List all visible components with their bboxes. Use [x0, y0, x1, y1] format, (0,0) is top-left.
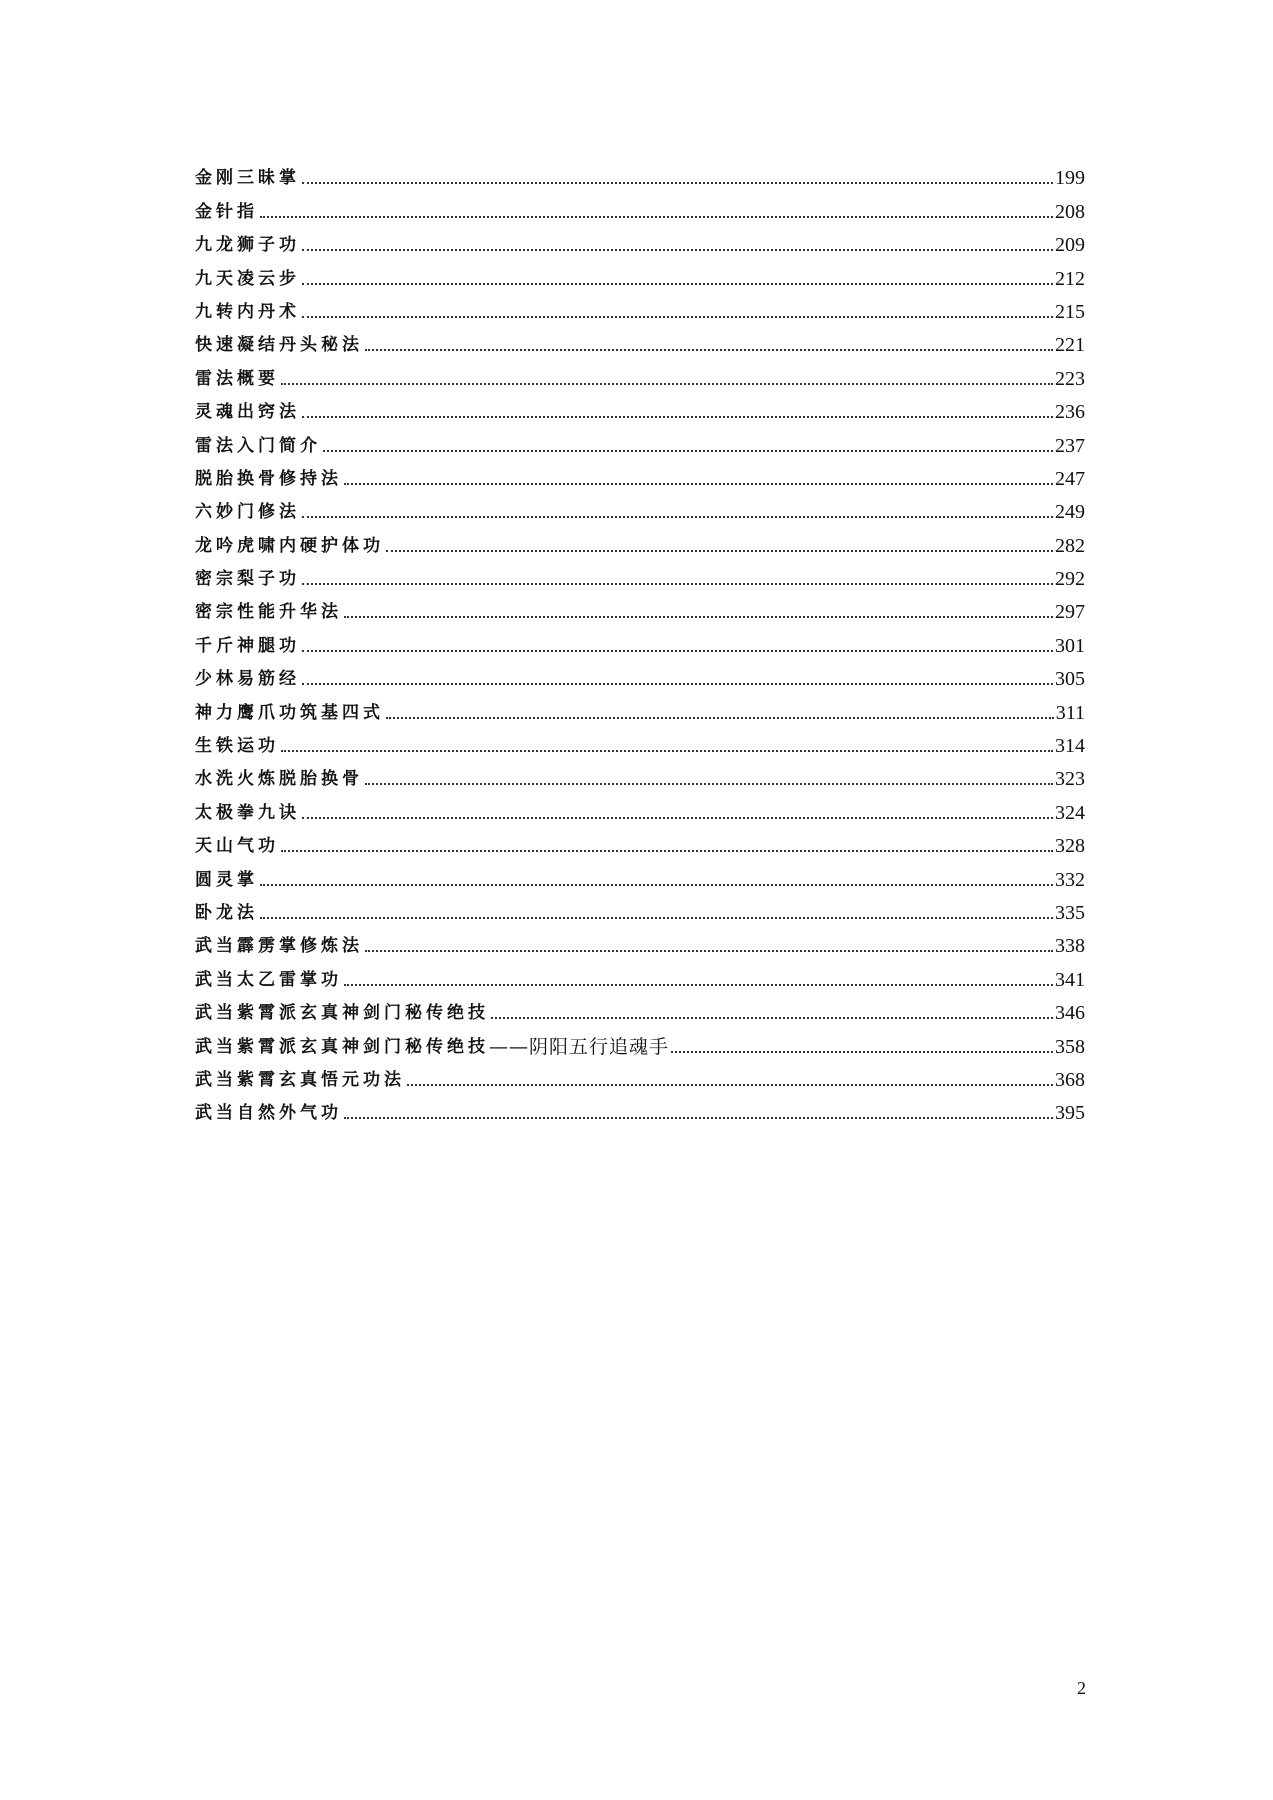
toc-entry[interactable]: [195, 256, 1085, 289]
toc-entry-page-number: 323: [1055, 768, 1085, 791]
toc-entry-title: 金刚三昧掌: [195, 168, 300, 189]
toc-entry-page-number: 338: [1055, 935, 1085, 958]
dot-leader: [386, 550, 1053, 552]
dot-leader: [671, 1051, 1053, 1053]
toc-entry[interactable]: [195, 657, 1085, 690]
toc-entry-title: 武当紫霄派玄真神剑门秘传绝技: [195, 1003, 489, 1024]
toc-entry-title: 武当自然外气功: [195, 1103, 342, 1124]
dot-leader: [281, 750, 1053, 752]
dot-leader: [281, 850, 1053, 852]
dot-leader: [344, 616, 1053, 618]
dot-leader: [302, 817, 1053, 819]
toc-entry[interactable]: [195, 1058, 1085, 1091]
toc-entry-title: 九天凌云步: [195, 268, 300, 289]
toc-entry-page-number: 212: [1055, 267, 1085, 290]
toc-entry[interactable]: [195, 290, 1085, 323]
toc-entry-page-number: 237: [1055, 434, 1085, 457]
dot-leader: [260, 917, 1053, 919]
toc-entry[interactable]: [195, 457, 1085, 490]
dot-leader: [260, 216, 1053, 218]
toc-entry-title: 灵魂出窍法: [195, 402, 300, 423]
toc-entry[interactable]: [195, 189, 1085, 222]
dot-leader: [344, 984, 1053, 986]
toc-entry[interactable]: [195, 824, 1085, 857]
toc-entry-title: 九龙狮子功: [195, 235, 300, 256]
toc-entry-title: 九转内丹术: [195, 301, 300, 322]
toc-entry-title: 密宗梨子功: [195, 569, 300, 590]
toc-entry-title: 千斤神腿功: [195, 635, 300, 656]
dot-leader: [302, 249, 1053, 251]
toc-entry-title: 天山气功: [195, 836, 279, 857]
toc-entry[interactable]: [195, 991, 1085, 1024]
toc-entry[interactable]: [195, 1091, 1085, 1124]
toc-entry-page-number: 328: [1055, 835, 1085, 858]
dot-leader: [302, 182, 1053, 184]
toc-entry-title: 水洗火炼脱胎换骨: [195, 769, 363, 790]
toc-entry[interactable]: [195, 891, 1085, 924]
dot-leader: [302, 316, 1053, 318]
dot-leader: [365, 783, 1053, 785]
dot-leader: [365, 349, 1053, 351]
dot-leader: [281, 383, 1053, 385]
toc-entry-page-number: 301: [1055, 634, 1085, 657]
toc-entry[interactable]: [195, 523, 1085, 556]
dot-leader: [302, 283, 1053, 285]
toc-entry[interactable]: [195, 323, 1085, 356]
toc-entry[interactable]: [195, 623, 1085, 656]
toc-entry-title: 武当霹雳掌修炼法: [195, 936, 363, 957]
toc-entry-page-number: 346: [1055, 1002, 1085, 1025]
toc-entry-title: 太极拳九诀: [195, 802, 300, 823]
dot-leader: [323, 450, 1053, 452]
dot-leader: [386, 717, 1054, 719]
page-number: 2: [1077, 1678, 1086, 1698]
toc-entry[interactable]: [195, 1024, 1085, 1057]
toc-entry-page-number: 311: [1055, 701, 1085, 724]
toc-entry-page-number: 297: [1055, 601, 1085, 624]
toc-entry[interactable]: [195, 557, 1085, 590]
toc-entry-title: 六妙门修法: [195, 502, 300, 523]
toc-entry-page-number: 215: [1055, 300, 1085, 323]
dot-leader: [302, 416, 1053, 418]
toc-entry-page-number: 249: [1055, 501, 1085, 524]
toc-entry[interactable]: [195, 356, 1085, 389]
dot-leader: [491, 1017, 1053, 1019]
dot-leader: [302, 583, 1053, 585]
dot-leader: [260, 884, 1053, 886]
toc-entry-page-number: 282: [1055, 534, 1085, 557]
toc-entry-page-number: 335: [1055, 901, 1085, 924]
toc-entry-title: 武当紫霄派玄真神剑门秘传绝技: [195, 1036, 489, 1057]
toc-entry-page-number: 314: [1055, 735, 1085, 758]
toc-entry-page-number: 292: [1055, 568, 1085, 591]
dot-leader: [344, 1117, 1053, 1119]
toc-entry[interactable]: [195, 390, 1085, 423]
dot-leader: [365, 950, 1053, 952]
toc-entry-page-number: 223: [1055, 367, 1085, 390]
dot-leader: [302, 516, 1053, 518]
toc-entry-page-number: 395: [1055, 1102, 1085, 1125]
toc-entry-title: 神力鹰爪功筑基四式: [195, 702, 384, 723]
toc-entry-page-number: 324: [1055, 801, 1085, 824]
toc-entry-page-number: 368: [1055, 1068, 1085, 1091]
dot-leader: [407, 1084, 1053, 1086]
toc-entry-page-number: 358: [1055, 1035, 1085, 1058]
toc-entry[interactable]: [195, 423, 1085, 456]
dot-leader: [302, 683, 1053, 685]
toc-entry-title: 快速凝结丹头秘法: [195, 335, 363, 356]
toc-entry[interactable]: [195, 857, 1085, 890]
toc-entry[interactable]: [195, 724, 1085, 757]
toc-entry[interactable]: [195, 590, 1085, 623]
toc-entry-page-number: 341: [1055, 968, 1085, 991]
toc-entry-subtitle: ——阴阳五行追魂手: [489, 1035, 670, 1058]
toc-entry-title: 生铁运功: [195, 736, 279, 757]
toc-entry-page-number: 209: [1055, 234, 1085, 257]
toc-entry-title: 武当太乙雷掌功: [195, 969, 342, 990]
toc-entry-page-number: 305: [1055, 668, 1085, 691]
toc-entry[interactable]: [195, 690, 1085, 723]
toc-entry-title: 金针指: [195, 201, 258, 222]
toc-entry[interactable]: [195, 223, 1085, 256]
toc-entry-title: 圆灵掌: [195, 869, 258, 890]
toc-entry-title: 雷法概要: [195, 368, 279, 389]
toc-entry-page-number: 208: [1055, 200, 1085, 223]
dot-leader: [344, 483, 1053, 485]
table-of-contents: [195, 156, 1085, 1124]
toc-entry-page-number: 332: [1055, 868, 1085, 891]
toc-entry-title: 卧龙法: [195, 902, 258, 923]
toc-entry[interactable]: [195, 490, 1085, 523]
toc-entry[interactable]: [195, 790, 1085, 823]
toc-entry[interactable]: [195, 156, 1085, 189]
toc-entry-title: 密宗性能升华法: [195, 602, 342, 623]
toc-entry-page-number: 247: [1055, 467, 1085, 490]
toc-entry-title: 武当紫霄玄真悟元功法: [195, 1069, 405, 1090]
toc-entry[interactable]: [195, 757, 1085, 790]
toc-entry-page-number: 236: [1055, 401, 1085, 424]
toc-entry-title: 雷法入门简介: [195, 435, 321, 456]
toc-entry-page-number: 221: [1055, 334, 1085, 357]
toc-entry-page-number: 199: [1055, 167, 1085, 190]
toc-entry[interactable]: [195, 924, 1085, 957]
dot-leader: [302, 650, 1053, 652]
toc-entry[interactable]: [195, 957, 1085, 990]
toc-entry-title: 龙吟虎啸内硬护体功: [195, 535, 384, 556]
toc-entry-title: 少林易筋经: [195, 669, 300, 690]
toc-entry-title: 脱胎换骨修持法: [195, 468, 342, 489]
